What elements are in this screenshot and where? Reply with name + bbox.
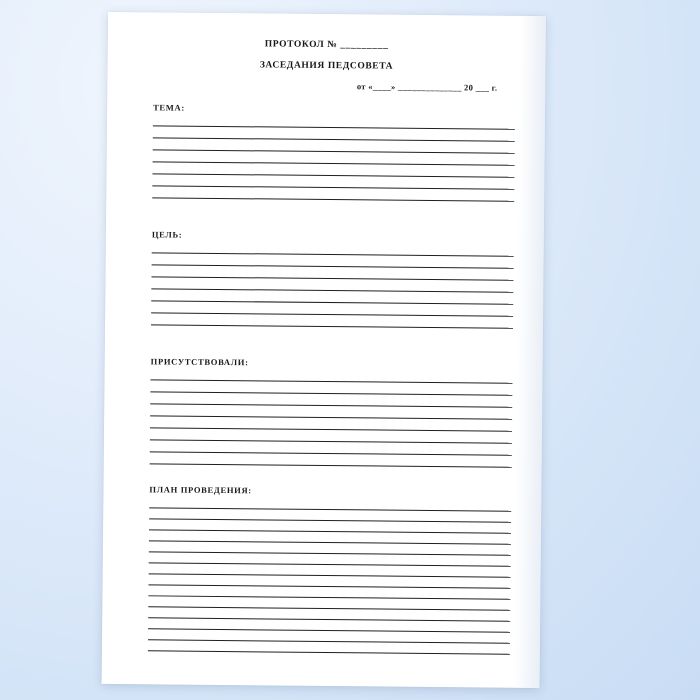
writing-rule (151, 276, 513, 280)
section-goal (135, 229, 514, 329)
section-theme-rules (136, 125, 515, 202)
writing-rule (150, 427, 512, 431)
writing-rule (151, 312, 513, 316)
writing-rule (151, 324, 513, 328)
writing-rule (148, 617, 510, 621)
writing-rule (150, 463, 512, 467)
document-page (102, 12, 546, 688)
writing-rule (148, 639, 510, 643)
document-sheet-wrapper (102, 12, 546, 688)
writing-rule (153, 149, 515, 153)
writing-rule (150, 439, 512, 443)
section-theme-label: ТЕМА: (153, 102, 185, 113)
writing-rule (149, 507, 511, 511)
writing-rule (150, 451, 512, 455)
writing-rule (150, 391, 512, 395)
document-sheet (102, 12, 546, 688)
writing-rule (152, 197, 514, 201)
section-attendees (134, 356, 513, 468)
writing-rule (151, 300, 513, 304)
writing-rule (149, 529, 511, 533)
writing-rule (149, 540, 511, 544)
writing-rule (152, 252, 514, 256)
writing-rule (148, 628, 510, 632)
writing-rule (153, 125, 515, 129)
writing-rule (149, 551, 511, 555)
writing-rule (148, 595, 510, 599)
section-plan-label: ПЛАН ПРОВЕДЕНИЯ: (149, 484, 252, 496)
writing-rule (151, 288, 513, 292)
writing-rule (150, 403, 512, 407)
document-title-subject: ЗАСЕДАНИЯ ПЕДСОВЕТА (259, 60, 394, 72)
writing-rule (149, 562, 511, 566)
section-goal-rules (135, 252, 514, 329)
writing-rule (152, 185, 514, 189)
section-plan (132, 484, 512, 655)
writing-rule (148, 606, 510, 610)
section-theme (136, 102, 515, 202)
section-attendees-rules (134, 379, 513, 468)
writing-rule (149, 573, 511, 577)
writing-rule (152, 264, 514, 268)
section-attendees-label: ПРИСУТСТВОВАЛИ: (150, 356, 249, 368)
section-goal-label: ЦЕЛЬ: (151, 229, 183, 240)
writing-rule (149, 584, 511, 588)
writing-rule (153, 161, 515, 165)
writing-rule (148, 650, 510, 654)
writing-rule (150, 415, 512, 419)
writing-rule (149, 518, 511, 522)
writing-rule (150, 379, 512, 383)
document-date-line: от «____» ______________ 20 ___ г. (356, 81, 498, 93)
writing-rule (153, 137, 515, 141)
document-title-protocol: ПРОТОКОЛ № _________ (264, 39, 389, 51)
writing-rule (152, 173, 514, 177)
section-plan-rules (132, 507, 511, 655)
